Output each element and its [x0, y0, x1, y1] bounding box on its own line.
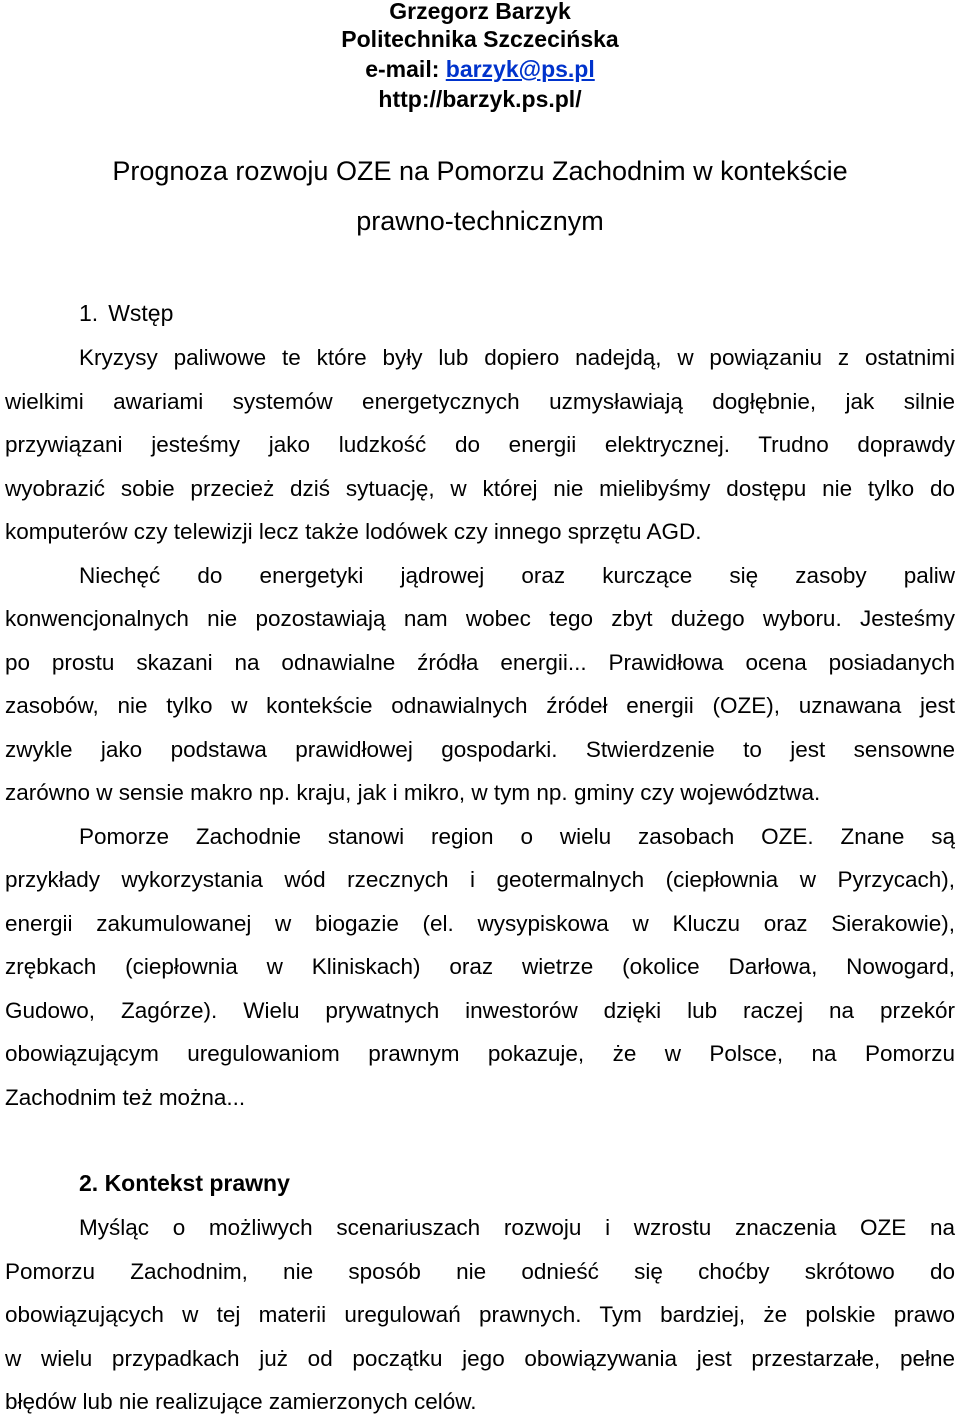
- section-1-heading: [79, 300, 173, 327]
- section-1-number: 1.: [79, 300, 99, 326]
- email-link[interactable]: barzyk@ps.pl: [445, 56, 595, 82]
- email-line: [0, 56, 960, 83]
- paragraph-line: zrębkach (ciepłownia w Kliniskach) oraz wietrze (okolice Darłowa, Nowogard,: [5, 954, 955, 979]
- paragraph-line: Pomorze Zachodnie stanowi region o wielu zasobach OZE. Znane są: [79, 824, 955, 849]
- paragraph-line: Myśląc o możliwych scenariuszach rozwoju i wzrostu znaczenia OZE na: [79, 1215, 955, 1240]
- paragraph-line: w wielu przypadkach już od początku jego obowiązywania jest przestarzałe, pełne: [5, 1346, 955, 1371]
- paragraph-line: zwykle jako podstawa prawidłowej gospodarki. Stwierdzenie to jest sensowne: [5, 737, 955, 762]
- paragraph-line: wyobrazić sobie przecież dziś sytuację, w której nie mielibyśmy dostępu nie tylko do: [5, 476, 955, 501]
- paragraph-line: zasobów, nie tylko w kontekście odnawialnych źródeł energii (OZE), uznawana jest: [5, 693, 955, 718]
- paragraph-line: obowiązujących w tej materii uregulowań prawnych. Tym bardziej, że polskie prawo: [5, 1302, 955, 1327]
- section-2-heading: 2. Kontekst prawny: [79, 1170, 290, 1196]
- paragraph-line: Pomorzu Zachodnim, nie sposób nie odnieść się choćby skrótowo do: [5, 1259, 955, 1284]
- paragraph-line: przykłady wykorzystania wód rzecznych i geotermalnych (ciepłownia w Pyrzycach),: [5, 867, 955, 892]
- paragraph-line: Kryzysy paliwowe te które były lub dopiero nadejdą, w powiązaniu z ostatnimi: [79, 345, 955, 370]
- paragraph-line: Niechęć do energetyki jądrowej oraz kurczące się zasoby paliw: [79, 563, 955, 588]
- author-name: Grzegorz Barzyk: [389, 0, 571, 24]
- paragraph-line: Zachodnim też można...: [5, 1085, 246, 1110]
- paragraph-line: zarówno w sensie makro np. kraju, jak i mikro, w tym np. gminy czy województwa.: [5, 780, 821, 805]
- paragraph-line: Gudowo, Zagórze). Wielu prywatnych inwestorów dzięki lub raczej na przekór: [5, 998, 955, 1023]
- document-title-line-1: Prognoza rozwoju OZE na Pomorzu Zachodnim w kontekście: [112, 156, 848, 186]
- section-1-title: Wstęp: [108, 300, 174, 326]
- paragraph-line: obowiązującym uregulowaniom prawnym pokazuje, że w Polsce, na Pomorzu: [5, 1041, 955, 1066]
- email-label: e-mail:: [365, 56, 440, 82]
- paragraph-line: przywiązani jesteśmy jako ludzkość do energii elektrycznej. Trudno doprawdy: [5, 432, 955, 457]
- homepage-url: http://barzyk.ps.pl/: [378, 86, 582, 112]
- paragraph-line: komputerów czy telewizji lecz także lodówek czy innego sprzętu AGD.: [5, 519, 702, 544]
- paragraph-line: energii zakumulowanej w biogazie (el. wysypiskowa w Kluczu oraz Sierakowie),: [5, 911, 955, 936]
- paragraph-line: wielkimi awariami systemów energetycznych uzmysławiają dogłębnie, jak silnie: [5, 389, 955, 414]
- paragraph-line: konwencjonalnych nie pozostawiają nam wobec tego zbyt dużego wyboru. Jesteśmy: [5, 606, 955, 631]
- paragraph-line: po prostu skazani na odnawialne źródła energii... Prawidłowa ocena posiadanych: [5, 650, 955, 675]
- institution: Politechnika Szczecińska: [341, 26, 619, 52]
- document-title-line-2: prawno-technicznym: [356, 206, 604, 236]
- paragraph-line: błędów lub nie realizujące zamierzonych celów.: [5, 1389, 477, 1414]
